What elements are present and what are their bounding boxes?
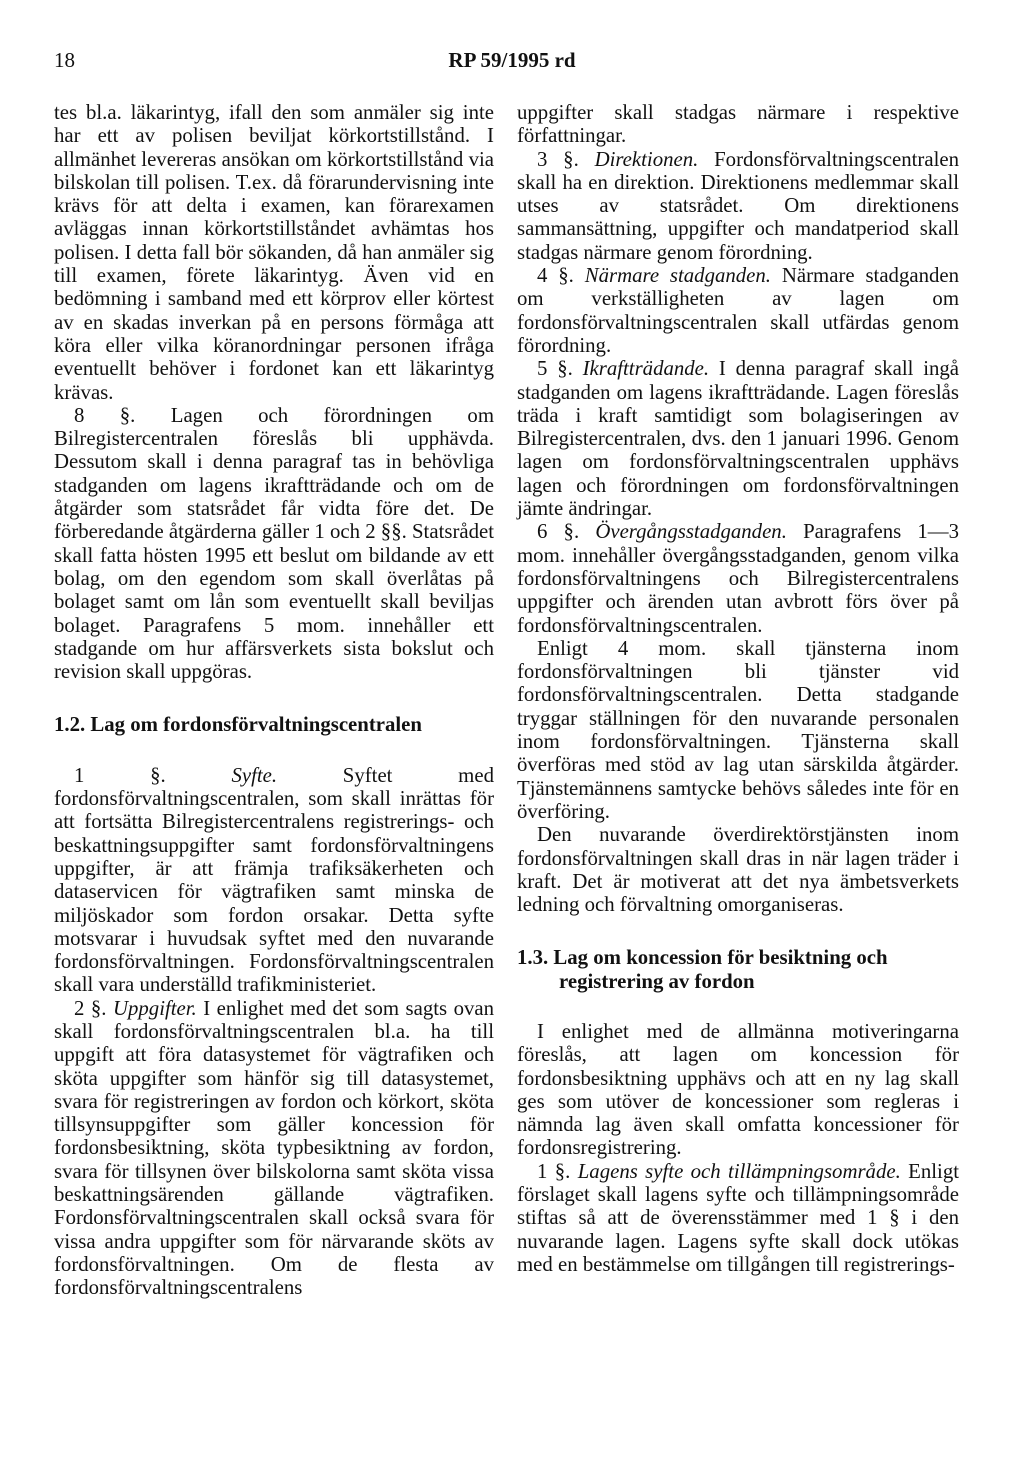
paragraph: I enlighet med de allmänna motiveringarna föreslås, att lagen om koncession för fordonsbesiktning upphävs och att en ny lag skall ges som utöver de koncessioner som regleras i nämnda lag även skall omfatta koncessioner för fordonsregistrering.: [517, 1019, 959, 1160]
right-column: [517, 101, 959, 1276]
section-number: 8 §.: [74, 403, 136, 427]
paragraph: Den nuvarande överdirektörstjänsten inom fordonsförvaltningen skall dras in när lagen träder i kraft. Det är motiverat att det nya ämbetsverkets ledning och förvaltning omorganiseras.: [517, 823, 959, 917]
paragraph-section-3: [517, 148, 959, 264]
section-heading-1-3: [517, 946, 959, 993]
paragraph-section-1-lag: [517, 1160, 959, 1276]
section-number: 3 §.: [537, 147, 579, 171]
paragraph-text: Enligt förslaget skall lagens syfte och tillämpningsområde stiftas så att de överensstämmer med 1 § i den nuvarande lagen. Lagens syfte skall dock utökas med en bestämmelse om tillgången till registrerings-: [517, 1159, 959, 1276]
section-title: Ikraftträdande.: [582, 357, 710, 381]
section-number: 1 §.: [537, 1159, 571, 1183]
section-title: Direktionen.: [594, 147, 699, 171]
paragraph: tes bl.a. läkarintyg, ifall den som anmäler sig inte har ett av polisen beviljat körkortstillstånd. I allmänhet levereras ansökan om körkortstillstånd via bilskolan till polisen. T.ex. då förarundervisning inte krävs för att delta i examen, kan förarexamen avläggas innan körkortstillståndet avhämtas hos polisen. I detta fall bör sökanden, då han anmäler sig till examen, förete läkarintyg. Även vid en bedömning i samband med ett körprov eller körtest av en skadas inverkan på en persons förmåga att köra eller vilka köranordningar personen ifråga eventuellt behöver i fordonet kan ett läkarintyg krävas.: [54, 101, 494, 404]
section-title: Syfte.: [231, 763, 278, 787]
paragraph-section-1: [54, 764, 494, 997]
paragraph: Enligt 4 mom. skall tjänsterna inom fordonsförvaltningen bli tjänster vid fordonsförvaltningscentralen. Detta stadgande tryggar ställningen för den nuvarande personalen inom fordonsförvaltningen. Tjänsterna skall överföras med stöd av lag utan särskilda åtgärder. Tjänstemännens samtycke behövs således inte för en överföring.: [517, 636, 959, 823]
section-title: Lagens syfte och tillämpningsområde.: [577, 1159, 901, 1183]
heading-text: Lag om koncession för besiktning och registrering av fordon: [553, 946, 888, 993]
paragraph-section-6: [517, 520, 959, 636]
section-title: Uppgifter.: [112, 996, 197, 1020]
paragraph-text: I denna paragraf skall ingå stadganden om lagens ikraftträdande. Lagen föreslås träda i kraft samtidigt som bolagiseringen av Bilregistercentralen, dvs. den 1 januari 1996. Genom lagen om fordonsförvaltningscentralen upphävs lagen och förordningen om fordonsförvaltningen jämte ändringar.: [517, 357, 959, 521]
paragraph-text: Närmare stadganden om verkställigheten av lagen om fordonsförvaltningscentralen skall utfärdas genom förordning.: [517, 264, 960, 357]
paragraph-text: I enlighet med det som sagts ovan skall fordonsförvaltningscentralen bl.a. ha till uppgift att föra datasystemet för vägtrafiken och sköta uppgifter som hänför sig till datasystemet, svara för registreringen av fordon och körkort, sköta tillsynsuppgifter som gäller koncession för fordonsbesiktning, sköta typbesiktning av fordon, svara för tillsynen över bilskolorna samt sköta vissa beskattningsärenden gällande vägtrafiken. Fordonsförvaltningscentralen skall också svara för vissa andra uppgifter som för närvarande sköts av fordonsförvaltningen. Om de flesta av fordonsförvaltningscentralens: [54, 996, 495, 1300]
paragraph-text: Lagen och förordningen om Bilregistercentralen föreslås bli upphävda. Dessutom skall i denna paragraf tas in behövliga stadganden om lagens ikraftträdande och om de åtgärder som statsrådet får vidta före det. De förberedande åtgärderna gäller 1 och 2 §§. Statsrådet skall fatta hösten 1995 ett beslut om bildande av ett bolag, om den egendom som skall överlåtas på bolaget samt om lån som eventuellt skall beviljas bolaget. Paragrafens 5 mom. innehåller ett stadgande om hur affärsverkets sista bokslut och revision skall uppgöras.: [54, 403, 495, 684]
paragraph-text: Paragrafens 1—3 mom. innehåller övergångsstadganden, genom vilka fordonsförvaltningens och Bilregistercentralens uppgifter och ärenden utan avbrott förs över på fordonsförvaltningscentralen.: [517, 520, 960, 637]
left-column: [54, 101, 494, 1300]
paragraph: uppgifter skall stadgas närmare i respektive författningar.: [517, 101, 959, 148]
section-title: Närmare stadganden.: [584, 264, 771, 288]
paragraph-section-8: [54, 404, 494, 684]
heading-number: 1.3.: [517, 946, 549, 970]
section-number: 6 §.: [537, 520, 580, 544]
section-title: Övergångsstadganden.: [595, 520, 787, 544]
paragraph-section-4: [517, 264, 959, 357]
paragraph-section-5: [517, 357, 959, 520]
paragraph-text: Fordonsförvaltningscentralen skall ha en direktion. Direktionens medlemmar skall utses av statsrådet. Om direktionens sammansättning, uppgifter och mandatperiod skall stadgas närmare genom förordning.: [517, 147, 959, 264]
section-number: 2 §.: [74, 996, 107, 1020]
section-number: 4 §.: [537, 264, 574, 288]
section-heading-1-2: 1.2. Lag om fordonsförvaltningscentralen: [54, 713, 422, 737]
paragraph-text: Syftet med fordonsförvaltningscentralen, som skall inrättas för att fortsätta Bilregistercentralens registrerings- och beskattningsuppgifter samt fordonsförvaltningens uppgifter, är att främja trafiksäkerheten och dataservicen för vägtrafiken samt minska de miljöskador som fordon orsakar. Detta syfte motsvarar i huvudsak syftet med den nuvarande fordonsförvaltningen. Fordonsförvaltningscentralen skall vara underställd trafikministeriet.: [54, 763, 494, 997]
section-number: 1 §.: [74, 763, 166, 787]
section-number: 5 §.: [537, 357, 573, 381]
page-number: 18: [54, 48, 75, 72]
paragraph-section-2: [54, 997, 494, 1300]
running-title: RP 59/1995 rd: [448, 48, 576, 72]
